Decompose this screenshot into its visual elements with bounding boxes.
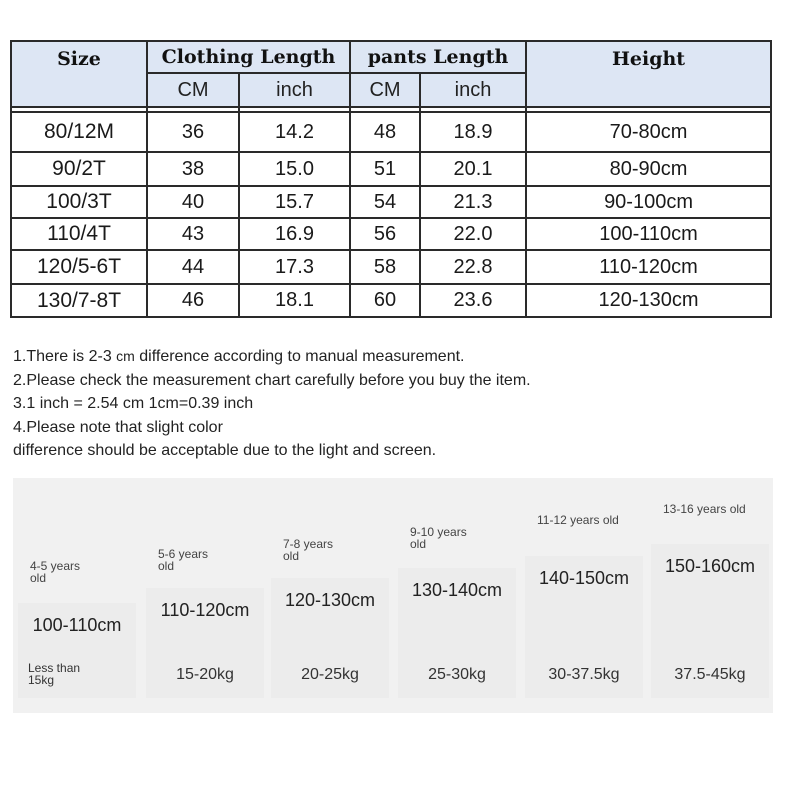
pants-inch-cell: 18.9 bbox=[420, 112, 526, 152]
pants-inch-cell: 23.6 bbox=[420, 284, 526, 317]
age-text: 11-12 years old bbox=[537, 513, 619, 527]
pants-cm-cell: 51 bbox=[350, 152, 420, 186]
pants-cm-cell: 58 bbox=[350, 250, 420, 284]
age-text-line1: 4-5 years bbox=[30, 559, 81, 573]
table-row bbox=[11, 218, 771, 250]
height-cell: 120-130cm bbox=[526, 284, 771, 317]
height-cell: 100-110cm bbox=[526, 218, 771, 250]
height-range: 120-130cm bbox=[284, 590, 376, 610]
age-label bbox=[537, 514, 619, 526]
pants-cm-header: CM bbox=[350, 73, 420, 107]
clothing-inch-header: inch bbox=[239, 73, 350, 107]
height-column bbox=[18, 478, 136, 713]
height-bar bbox=[146, 588, 264, 698]
height-range: 150-160cm bbox=[664, 556, 756, 576]
clothing-inch-cell: 18.1 bbox=[239, 284, 350, 317]
table-row bbox=[11, 152, 771, 186]
height-column bbox=[398, 478, 516, 713]
age-label bbox=[410, 526, 467, 550]
pants-cm-cell: 60 bbox=[350, 284, 420, 317]
height-header: Height bbox=[526, 41, 771, 107]
height-weight-chart bbox=[13, 478, 773, 713]
height-bar bbox=[18, 603, 136, 698]
pants-cm-cell: 48 bbox=[350, 112, 420, 152]
age-text-line2: old bbox=[30, 571, 47, 585]
weight-range bbox=[28, 662, 80, 686]
height-range: 110-120cm bbox=[160, 600, 250, 620]
weight-range: 15-20kg bbox=[176, 666, 234, 683]
note-1 bbox=[13, 345, 713, 369]
age-text-line2: old bbox=[283, 549, 300, 563]
weight-range: 20-25kg bbox=[301, 666, 359, 683]
weight-range: 25-30kg bbox=[428, 666, 486, 683]
weight-text-line1: Less than bbox=[28, 661, 81, 675]
age-text-line1: 9-10 years bbox=[410, 525, 467, 539]
size-cell: 90/2T bbox=[11, 152, 147, 186]
clothing-cm-header: CM bbox=[147, 73, 239, 107]
height-column bbox=[271, 478, 389, 713]
age-text-line1: 7-8 years bbox=[283, 537, 334, 551]
note-5: difference should be acceptable due to the light and screen. bbox=[13, 442, 437, 459]
age-label bbox=[30, 560, 80, 584]
table-row bbox=[11, 112, 771, 152]
pants-inch-cell: 22.0 bbox=[420, 218, 526, 250]
age-label bbox=[663, 503, 746, 515]
clothing-inch-cell: 17.3 bbox=[239, 250, 350, 284]
size-header: Size bbox=[11, 41, 147, 107]
age-label bbox=[283, 538, 333, 562]
height-column bbox=[651, 478, 769, 713]
table-body bbox=[11, 112, 771, 317]
size-chart-table bbox=[10, 40, 770, 318]
table-row bbox=[11, 250, 771, 284]
pants-cm-cell: 56 bbox=[350, 218, 420, 250]
height-range: 130-140cm bbox=[411, 580, 503, 600]
clothing-cm-cell: 43 bbox=[147, 218, 239, 250]
height-bar bbox=[398, 568, 516, 698]
table-row bbox=[11, 284, 771, 317]
pants-inch-header: inch bbox=[420, 73, 526, 107]
clothing-length-header: Clothing Length bbox=[147, 41, 350, 73]
height-cell: 90-100cm bbox=[526, 186, 771, 218]
clothing-cm-cell: 40 bbox=[147, 186, 239, 218]
pants-cm-cell: 54 bbox=[350, 186, 420, 218]
height-range: 100-110cm bbox=[32, 615, 122, 635]
clothing-cm-cell: 36 bbox=[147, 112, 239, 152]
clothing-cm-cell: 46 bbox=[147, 284, 239, 317]
height-cell: 80-90cm bbox=[526, 152, 771, 186]
height-range: 140-150cm bbox=[538, 568, 630, 588]
clothing-cm-cell: 44 bbox=[147, 250, 239, 284]
note-1-text-a: 1.There is 2-3 bbox=[13, 348, 117, 365]
height-cell: 110-120cm bbox=[526, 250, 771, 284]
height-column bbox=[146, 478, 264, 713]
age-text-line1: 5-6 years bbox=[158, 547, 209, 561]
age-text-line2: old bbox=[410, 537, 427, 551]
size-cell: 130/7-8T bbox=[11, 284, 147, 317]
size-cell: 110/4T bbox=[11, 218, 147, 250]
clothing-inch-cell: 15.0 bbox=[239, 152, 350, 186]
age-text: 13-16 years old bbox=[663, 502, 746, 516]
pants-length-header: pants Length bbox=[350, 41, 526, 73]
notes-section bbox=[13, 345, 713, 463]
clothing-inch-cell: 14.2 bbox=[239, 112, 350, 152]
height-bar bbox=[651, 544, 769, 698]
size-cell: 120/5-6T bbox=[11, 250, 147, 284]
height-column bbox=[525, 478, 643, 713]
weight-text-line2: 15kg bbox=[28, 673, 55, 687]
height-bar bbox=[525, 556, 643, 698]
weight-range: 37.5-45kg bbox=[674, 666, 746, 683]
note-3: 3.1 inch = 2.54 cm 1cm=0.39 inch bbox=[13, 395, 254, 412]
age-label bbox=[158, 548, 208, 572]
weight-range: 30-37.5kg bbox=[548, 666, 620, 683]
table-row bbox=[11, 186, 771, 218]
note-1-text-b: difference according to manual measurement. bbox=[134, 348, 465, 365]
clothing-inch-cell: 16.9 bbox=[239, 218, 350, 250]
pants-inch-cell: 20.1 bbox=[420, 152, 526, 186]
age-text-line2: old bbox=[158, 559, 175, 573]
pants-inch-cell: 21.3 bbox=[420, 186, 526, 218]
size-cell: 100/3T bbox=[11, 186, 147, 218]
size-cell: 80/12M bbox=[11, 112, 147, 152]
clothing-inch-cell: 15.7 bbox=[239, 186, 350, 218]
height-cell: 70-80cm bbox=[526, 112, 771, 152]
pants-inch-cell: 22.8 bbox=[420, 250, 526, 284]
note-1-unit: cm bbox=[116, 348, 135, 364]
header-row bbox=[11, 41, 771, 73]
height-bar bbox=[271, 578, 389, 698]
note-4: 4.Please note that slight color bbox=[13, 418, 223, 436]
clothing-cm-cell: 38 bbox=[147, 152, 239, 186]
note-2: 2.Please check the measurement chart carefully before you buy the item. bbox=[13, 371, 531, 389]
